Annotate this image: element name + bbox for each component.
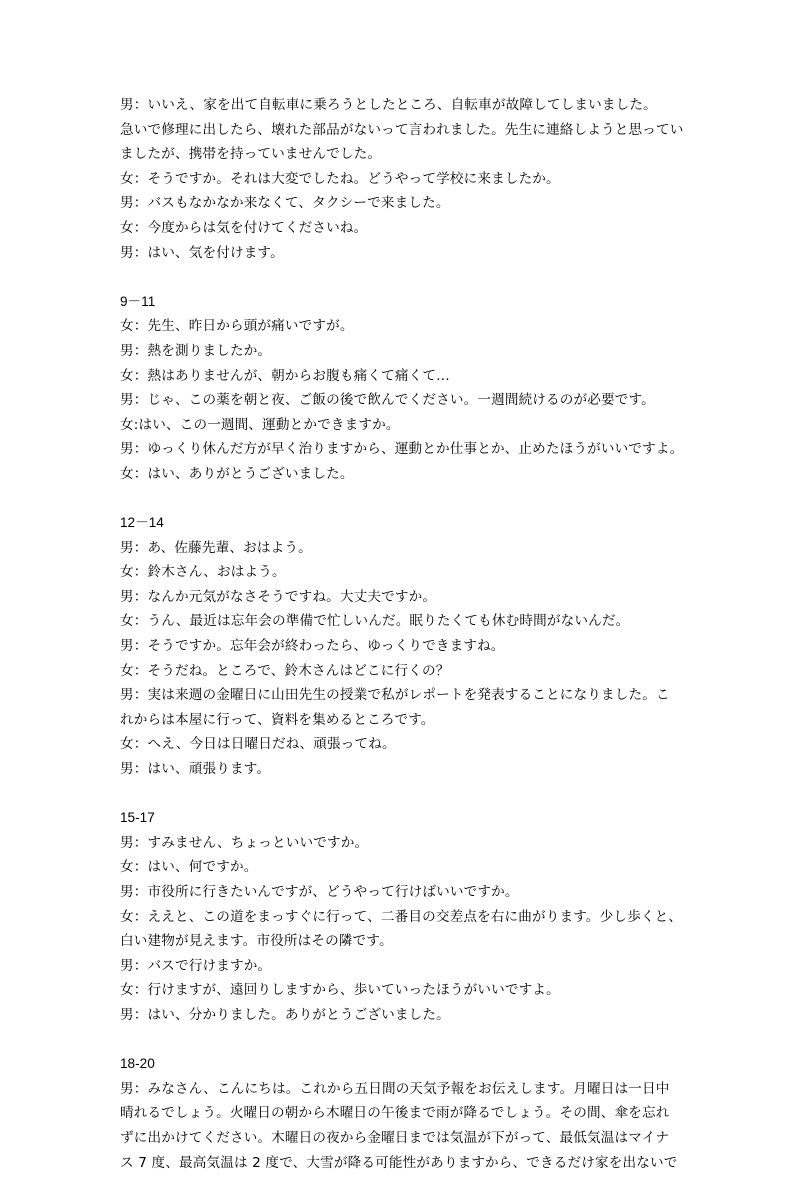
- dialogue-line: 白い建物が見えます。市役所はその隣です。: [120, 933, 393, 950]
- section-heading: 18-20: [120, 1056, 155, 1072]
- section-heading: 12－14: [120, 515, 164, 531]
- dialogue-line: ス 7 度、最高気温は 2 度で、大雪が降る可能性がありますから、できるだけ家を出ないで: [120, 1154, 678, 1171]
- dialogue-line: 男：市役所に行きたいんですが、どうやって行けばいいですか。: [120, 884, 519, 900]
- dialogue-line: 女：へえ、今日は日曜日だね、頑張ってね。: [120, 736, 396, 753]
- dialogue-line: 男：熱を測りましたか。: [120, 342, 272, 359]
- section-9-11: [120, 290, 688, 487]
- section-15-17: [120, 806, 688, 1027]
- dialogue-line: 男：じゃ、この薬を朝と夜、ご飯の後で飲んでください。一週間続けるのが必要です。: [120, 392, 655, 409]
- dialogue-line: 男：ゆっくり休んだ方が早く治りますから、運動とか仕事とか、止めたほうがいいですよ。: [120, 441, 684, 458]
- dialogue-line: 女：今度からは気を付けてくださいね。: [120, 219, 368, 236]
- dialogue-line: ましたが、携帯を持っていませんでした。: [120, 146, 382, 163]
- section-heading: 9－11: [120, 293, 156, 309]
- section-continuation: [120, 93, 688, 265]
- dialogue-line: 男：そうですか。忘年会が終わったら、ゆっくりできますね。: [120, 638, 505, 655]
- dialogue-line: 男：はい、気を付けます。: [120, 244, 284, 261]
- dialogue-line: 男：あ、佐藤先輩、おはよう。: [120, 539, 312, 556]
- dialogue-line: 女：鈴木さん、おはよう。: [120, 564, 286, 581]
- dialogue-line: れからは本屋に行って、資料を集めるところです。: [120, 711, 435, 728]
- dialogue-line: 女：そうですか。それは大変でしたね。どうやって学校に来ましたか。: [120, 170, 560, 187]
- dialogue-line: 女：ええと、この道をまっすぐに行って、二番目の交差点を右に曲がります。少し歩くと、: [120, 908, 683, 925]
- dialogue-line: 男：いいえ、家を出て自転車に乗ろうとしたところ、自転車が故障してしまいました。: [120, 97, 657, 113]
- dialogue-line: 女：うん、最近は忘年会の準備で忙しいんだ。眠りたくても休む時間がないんだ。: [120, 613, 630, 630]
- dialogue-line: 女：そうだね。ところで、鈴木さんはどこに行くの？: [120, 662, 450, 679]
- dialogue-line: 男：バスで行けますか。: [120, 957, 272, 974]
- dialogue-line: 男：すみません、ちょっといいですか。: [120, 834, 369, 851]
- section-18-20: [120, 1052, 688, 1175]
- dialogue-line: 女：先生、昨日から頭が痛いですが。: [120, 318, 354, 335]
- dialogue-line: 晴れるでしょう。火曜日の朝から木曜日の午後まで雨が降るでしょう。その間、傘を忘れ: [120, 1105, 670, 1122]
- dialogue-line: 女：熱はありませんが、朝からお腹も痛くて痛くて…: [120, 367, 450, 384]
- transcript-body: [120, 93, 688, 1200]
- dialogue-line: 急いで修理に出したら、壊れた部品がないって言われました。先生に連絡しようと思ってい: [120, 121, 684, 138]
- dialogue-line: 男：バスもなかなか来なくて、タクシーで来ました。: [120, 195, 450, 212]
- dialogue-line: 男：みなさん、こんにちは。これから五日間の天気予報をお伝えします。月曜日は一日中: [120, 1080, 670, 1097]
- section-12-14: [120, 511, 688, 782]
- dialogue-line: 女：行けますが、遠回りしますから、歩いていったほうがいいですよ。: [120, 982, 560, 999]
- section-heading: 15-17: [120, 810, 155, 826]
- dialogue-line: 男：なんか元気がなさそうですね。大丈夫ですか。: [120, 588, 437, 605]
- dialogue-line: ずに出かけてください。木曜日の夜から金曜日までは気温が下がって、最低気温はマイナ: [120, 1129, 670, 1146]
- dialogue-line: 男：はい、頑張ります。: [120, 761, 271, 778]
- dialogue-line: 女:はい、この一週間、運動とかできますか。: [120, 416, 400, 433]
- dialogue-line: 男：はい、分かりました。ありがとうございました。: [120, 1006, 450, 1023]
- dialogue-line: 男：実は来週の金曜日に山田先生の授業で私がレポートを発表することになりました。こ: [120, 687, 670, 704]
- dialogue-line: 女：はい、ありがとうございました。: [120, 465, 354, 482]
- dialogue-line: 女：はい、何ですか。: [120, 859, 258, 876]
